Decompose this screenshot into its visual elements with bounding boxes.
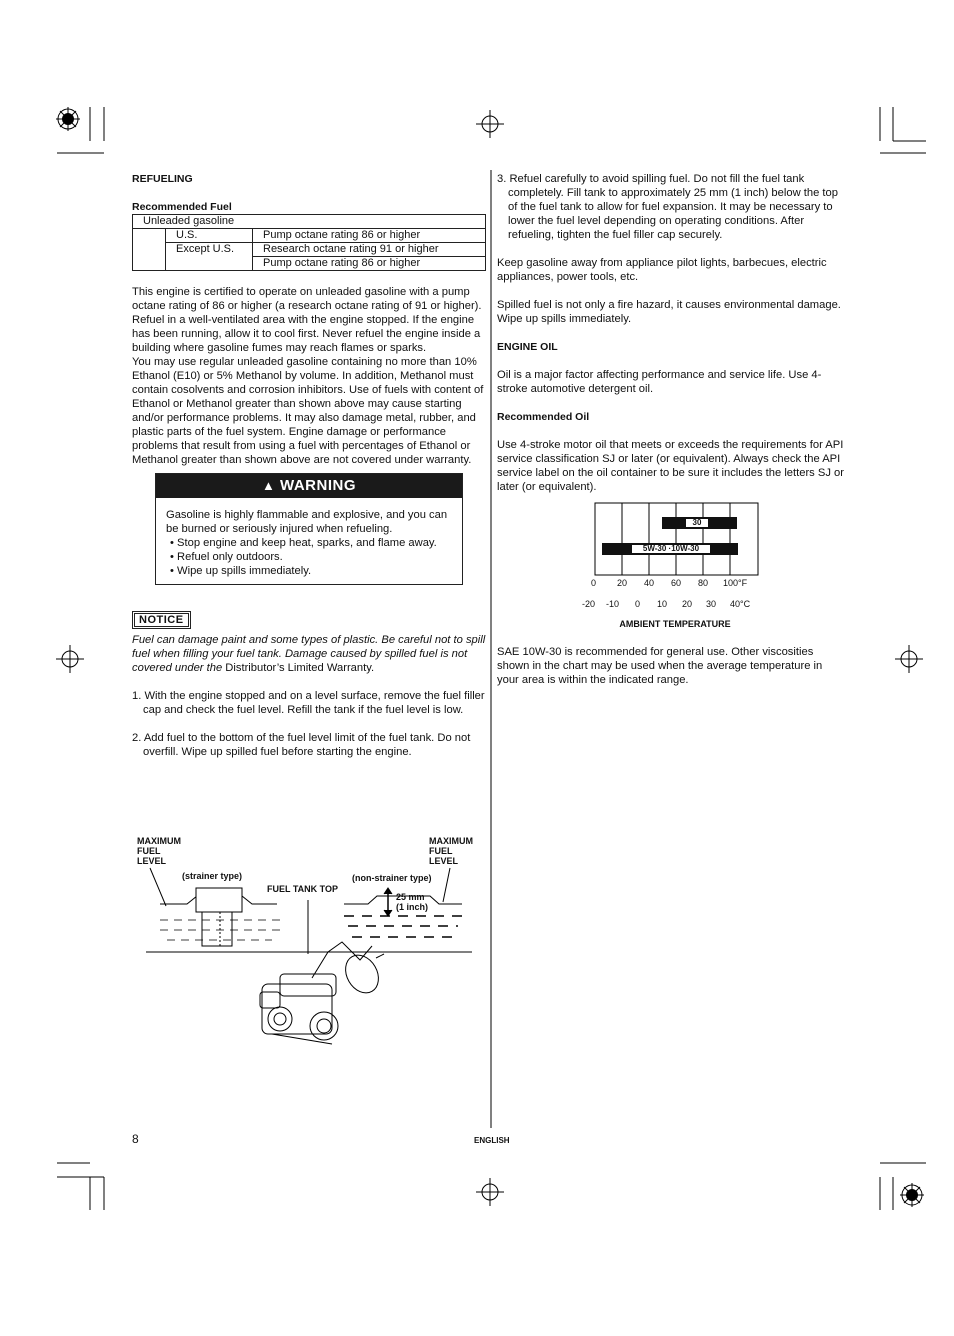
oil-viscosity-chart	[580, 502, 760, 632]
step-3-number: 3.	[497, 173, 507, 185]
step-2-number: 2.	[132, 732, 142, 744]
viscosity-grid	[580, 502, 760, 582]
notice-italic-text: Fuel can damage paint and some types of plastic. Be careful not to spill fuel when filling your fuel tank. Damage caused by spilled fuel is not covered under the	[132, 634, 486, 674]
step-1-text: With the engine stopped and on a level surface, remove the fuel filler cap and check the fuel level. Refill the tank if the fuel level is low.	[143, 690, 485, 716]
sae-paragraph-wrap	[497, 645, 847, 687]
fuel-tank-drawing	[132, 834, 486, 1049]
warning-box	[155, 473, 463, 585]
f-tick: 60	[671, 578, 682, 588]
warning-text: Gasoline is highly flammable and explosive, and you can be burned or seriously injured when refueling.	[166, 509, 448, 535]
f-tick: 80	[698, 578, 709, 588]
step-3-text: Refuel carefully to avoid spilling fuel. Do not fill the fuel tank completely. Fill tank to approximately 25 mm (1 inch) below the top of the fuel tank to allow for fuel expansion. It may be necessary to lower the fuel level depending on operating conditions. After refueling, tighten the fuel filler cap securely.	[508, 173, 838, 241]
warning-bullet: • Refuel only outdoors.	[170, 550, 452, 564]
fuel-table	[132, 214, 486, 271]
warning-title: WARNING	[280, 477, 357, 494]
recommended-oil-paragraph: Use 4-stroke motor oil that meets or exceeds the requirements for API service classification SJ or later (or equivalent). Always check the API service label on the oil container to be sure it includes the letters SJ or later (or equivalent).	[497, 439, 844, 493]
refueling-heading: REFUELING	[132, 173, 193, 185]
registration-mark-top-left	[56, 107, 80, 131]
language-label: ENGLISH	[474, 1136, 510, 1145]
notice-label: NOTICE	[134, 613, 189, 627]
warning-header	[156, 474, 462, 498]
f-tick: 20	[617, 578, 628, 588]
max-fuel-level-right-label: MAXIMUM FUEL LEVEL	[429, 836, 473, 866]
notice-paragraph	[132, 633, 486, 675]
viscosity-multigrade-label: 5W-30 ·10W-30	[642, 544, 700, 553]
step-3	[497, 172, 847, 242]
ventilation-paragraph: Refuel in a well-ventilated area with the engine stopped. If the engine has been running, allow it to cool first. Never refuel the engine inside a building where gasoline fumes may reach flames or sparks.	[132, 314, 481, 354]
viscosity-30-label: 30	[692, 518, 702, 527]
fuel-level-figure	[132, 834, 486, 1049]
recommended-fuel-heading: Recommended Fuel	[132, 201, 232, 213]
fuel-certification-paragraph: This engine is certified to operate on unleaded gasoline with a pump octane rating of 86 or higher (a research octane rating of 91 or higher).	[132, 286, 482, 312]
max-fuel-level-left-label: MAXIMUM FUEL LEVEL	[137, 836, 181, 866]
c-tick: 0	[635, 599, 641, 609]
recommended-oil-heading: Recommended Oil	[497, 411, 590, 423]
warning-bullets	[166, 536, 452, 578]
registration-mark-bottom-right	[900, 1183, 924, 1207]
fuel-spec-research: Research octane rating 91 or higher	[253, 243, 486, 257]
f-tick: 0	[591, 578, 597, 588]
ethanol-paragraph: You may use regular unleaded gasoline containing no more than 10% Ethanol (E10) or 5% Methanol by volume. In addition, Methanol must contain cosolvents and corrosion inhibitors. Use of fuels with content of Ethanol or Methanol greater than shown above may cause starting and/or performance problems. It may also damage metal, rubber, and plastic parts of the fuel system. Engine damage or performance problems that result from using a fuel with percentages of Ethanol or Methanol greater than shown above are not covered under warranty.	[132, 356, 484, 466]
c-tick: -20	[582, 599, 596, 609]
keep-away-paragraph: Keep gasoline away from appliance pilot lights, barbecues, electric appliances, power tools, etc.	[497, 257, 827, 283]
c-tick: -10	[606, 599, 620, 609]
fuel-region-us: U.S.	[166, 229, 253, 243]
fuel-table-header: Unleaded gasoline	[133, 215, 486, 229]
right-column	[497, 172, 847, 494]
warning-bullet: • Wipe up spills immediately.	[170, 564, 452, 578]
step-2-text: Add fuel to the bottom of the fuel level limit of the fuel tank. Do not overfill. Wipe up spilled fuel before starting the engine.	[143, 732, 471, 758]
step-2	[132, 731, 486, 759]
chart-caption: AMBIENT TEMPERATURE	[619, 619, 731, 629]
c-tick: 20	[682, 599, 693, 609]
c-tick: 30	[706, 599, 717, 609]
fuel-region-except-us: Except U.S.	[166, 243, 253, 271]
fuel-tank-top-label: FUEL TANK TOP	[267, 884, 339, 894]
page-number: 8	[132, 1132, 139, 1146]
notice-label-box	[132, 611, 191, 629]
step-1	[132, 689, 486, 717]
notice-tail-text: Distributor’s Limited Warranty.	[225, 662, 375, 674]
strainer-type-label: (strainer type)	[182, 871, 243, 881]
dimension-label: 25 mm (1 inch)	[396, 892, 429, 912]
f-tick: 40	[644, 578, 655, 588]
fuel-spec-pump: Pump octane rating 86 or higher	[253, 257, 486, 271]
engine-oil-paragraph: Oil is a major factor affecting performance and service life. Use 4-stroke automotive detergent oil.	[497, 369, 822, 395]
warning-triangle-icon: ▲	[261, 478, 276, 493]
c-tick: 10	[657, 599, 668, 609]
warning-bullet: • Stop engine and keep heat, sparks, and flame away.	[170, 536, 452, 550]
fuel-spec-us: Pump octane rating 86 or higher	[253, 229, 486, 243]
sae-paragraph: SAE 10W-30 is recommended for general use. Other viscosities shown in the chart may be used when the average temperature in your area is within the indicated range.	[497, 646, 823, 686]
spilled-fuel-paragraph: Spilled fuel is not only a fire hazard, it causes environmental damage. Wipe up spills immediately.	[497, 299, 841, 325]
left-column	[132, 172, 486, 759]
engine-oil-heading: ENGINE OIL	[497, 341, 558, 353]
c-tick: 40°C	[730, 599, 751, 609]
non-strainer-type-label: (non-strainer type)	[352, 873, 432, 883]
step-1-number: 1.	[132, 690, 142, 702]
f-tick: 100°F	[723, 578, 748, 588]
